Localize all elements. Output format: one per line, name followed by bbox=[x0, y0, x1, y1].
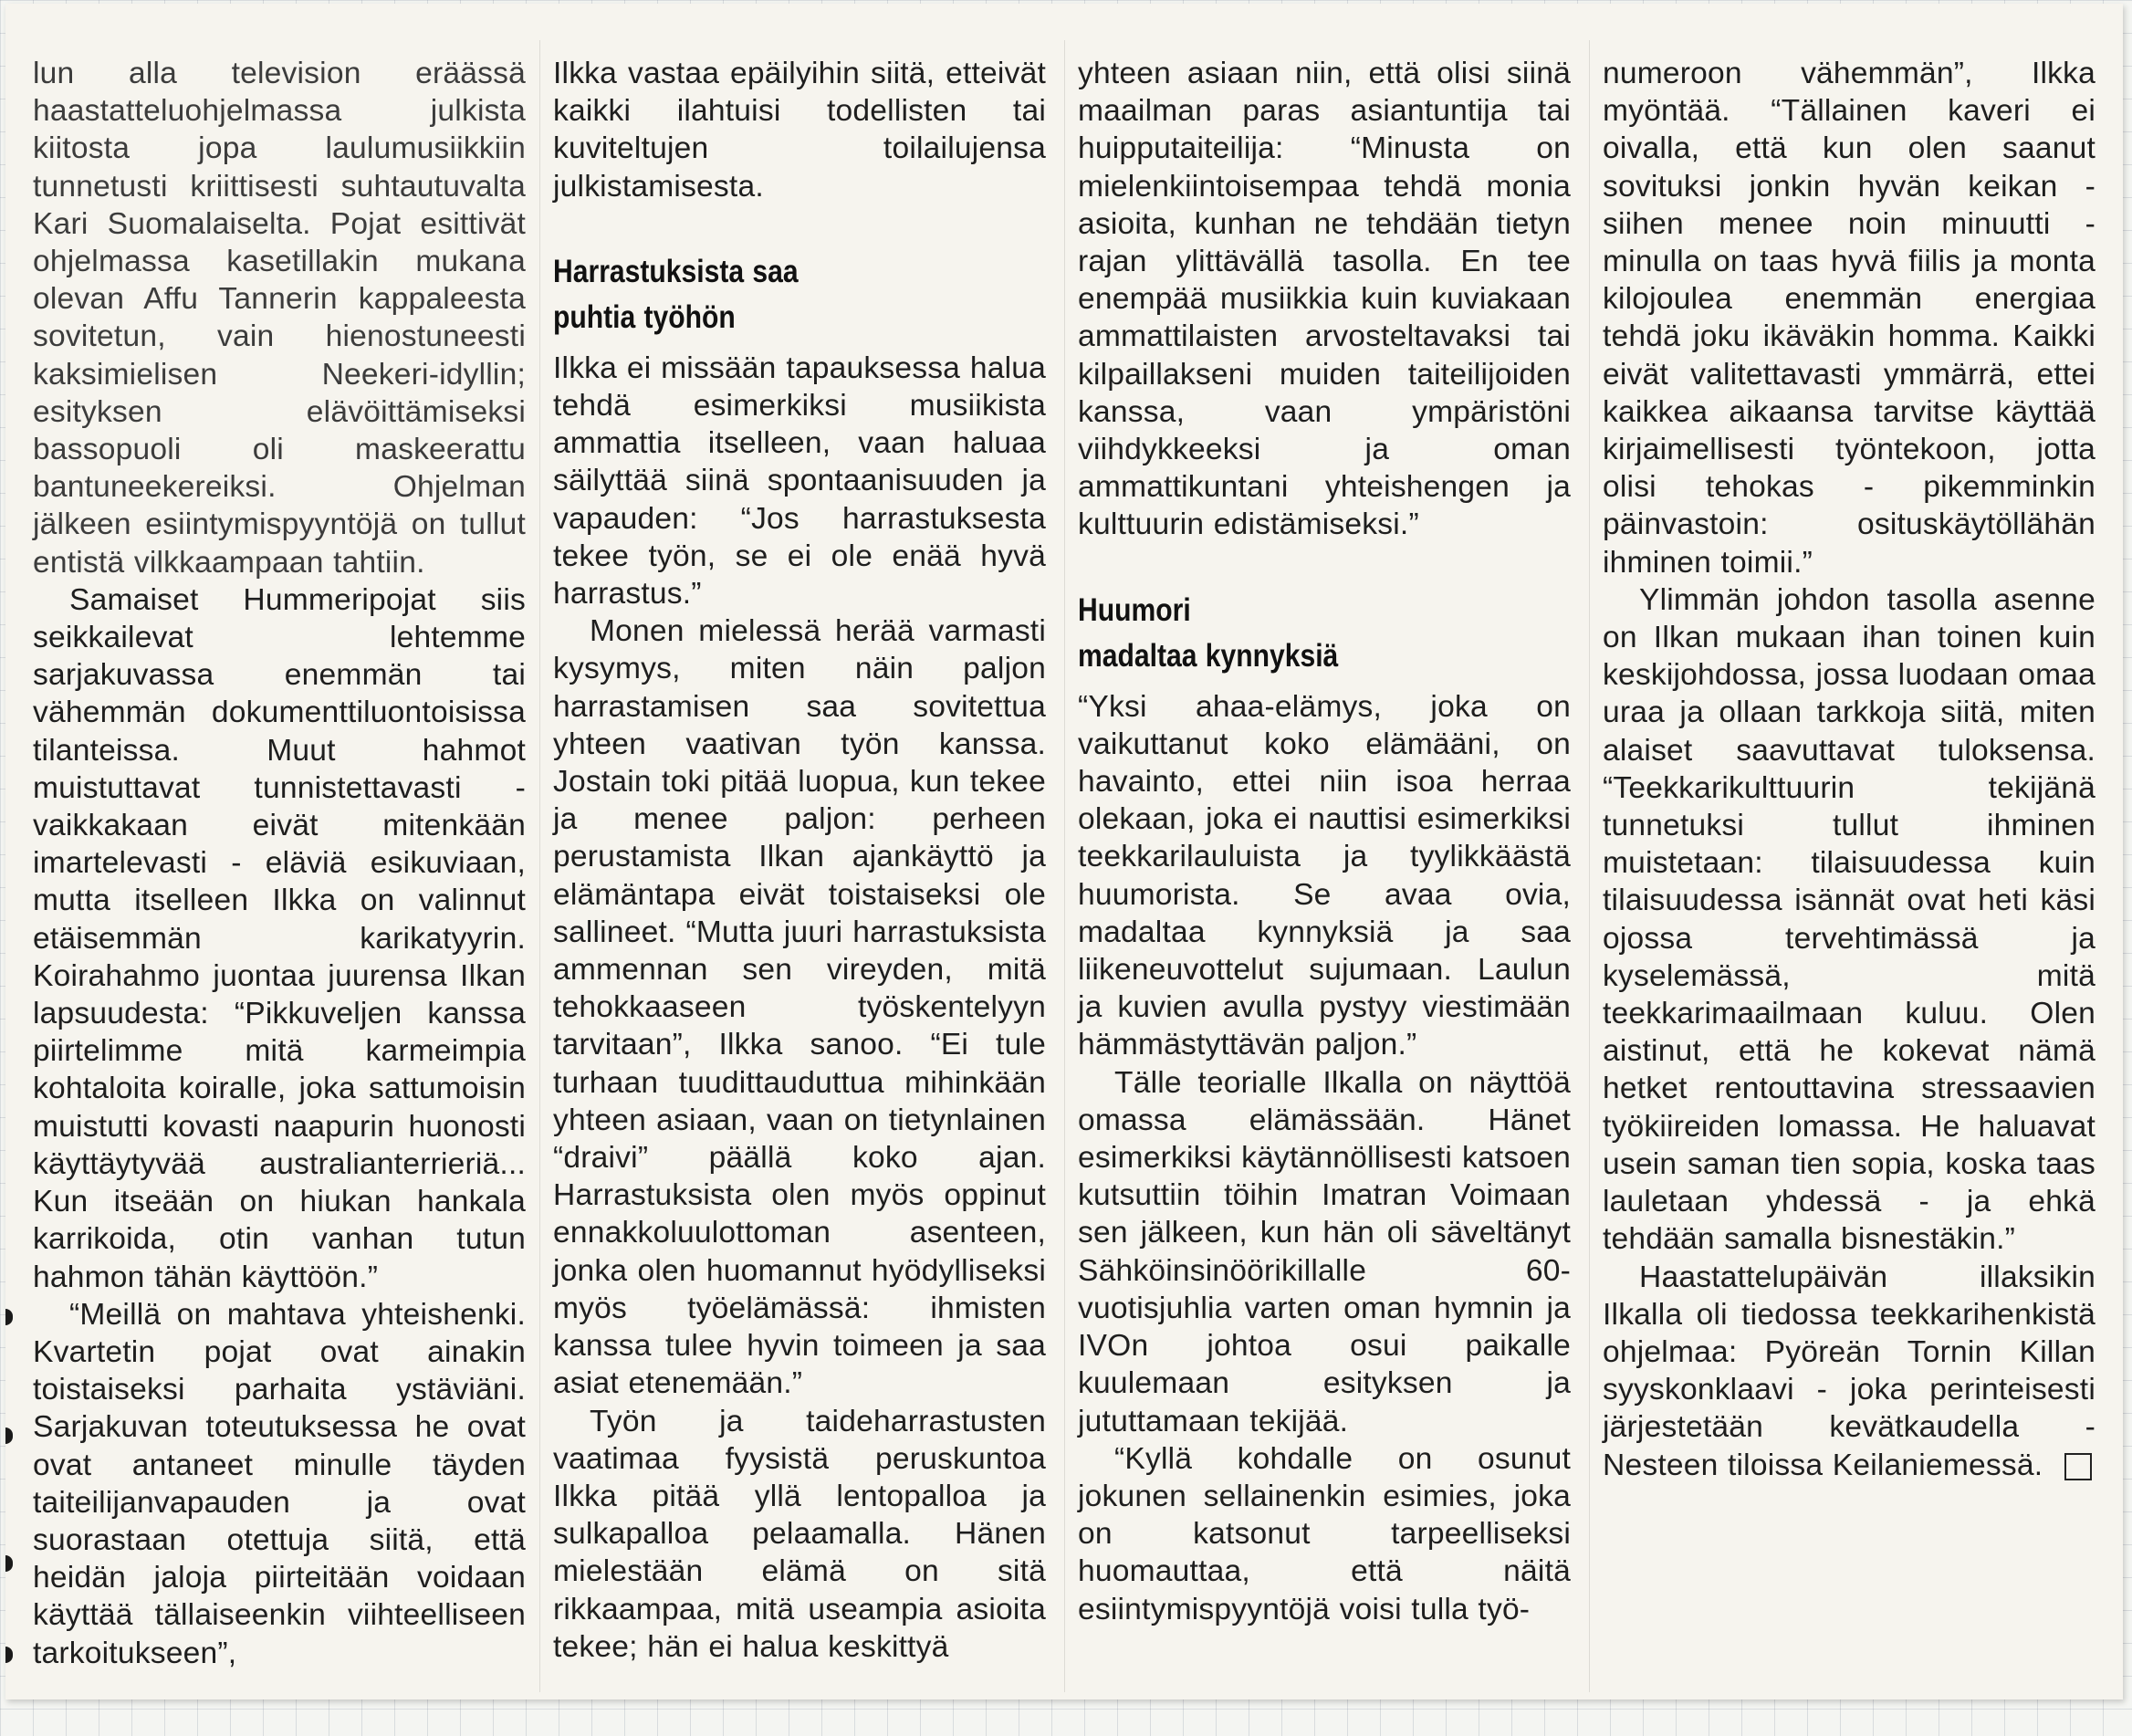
paragraph-text: “Kyllä kohdalle on osunut jokunen sellainenkin esimies, joka on katsonut tarpeelliseksi huomauttaa, että näitä esiintymispyyntöjä voisi tulla työ- bbox=[1078, 1441, 1571, 1626]
paragraph-text: Ilkka vastaa epäilyihin siitä, etteivät kaikki ilahtuisi todellisten tai kuviteltujen toilailujensa julkistamisesta. bbox=[553, 57, 1046, 204]
binder-holes bbox=[5, 4, 13, 1699]
section-heading-line: madaltaa kynnyksiä bbox=[1078, 637, 1339, 674]
article-paragraph bbox=[33, 1296, 526, 1672]
binder-hole bbox=[5, 1427, 13, 1444]
section-heading bbox=[1078, 588, 1501, 679]
paragraph-text: Monen mielessä herää varmasti kysymys, miten näin paljon harrastamisen saa sovitettua yhteen vaativan työn kanssa. Jostain toki pitää luopua, kun tekee ja menee paljon: perheen perustamista Ilkan ajankäyttö ja elämäntapa eivät toistaiseksi ole sallineet. “Mutta juuri harrastuksista ammennan sen vireyden, mitä tehokkaaseen työskentelyyn tarvitaan”, Ilkka sanoo. “Ei tule turhaan tuudittauduttua mihinkään yhteen asiaan, vaan on tietynlainen “draivi” päällä koko ajan. Harrastuksista olen myös oppinut ennakkoluulottoman asenteen, jonka olen huomannut hyödylliseksi myös työelämässä: ihmisten kanssa tulee hyvin toimeen ja saa asiat etenemään.” bbox=[553, 614, 1046, 1401]
article-column-3 bbox=[1078, 55, 1571, 1628]
paragraph-text: Samaiset Hummeripojat siis seikkailevat lehtemme sarjakuvassa enemmän tai vähemmän dokumenttiluontoisissa tilanteissa. Muut hahmot muistuttavat tunnistettavasti - vaikkakaan eivät mitenkään imartelevasti - eläviä esikuviaan, mutta itselleen Ilkka on valinnut etäisemmän karikatyyrin. Koirahahmo juontaa juurensa Ilkan lapsuudesta: “Pikkuveljen kanssa piirtelimme mitä karmeimpia kohtaloita koiralle, joka sattumoisin muistutti kovasti naapurin huonosti käyttäytyvää australianterrieriä... Kun itseään on hiukan hankala karrikoida, otin vanhan tutun hahmon tähän käyttöön.” bbox=[33, 582, 526, 1294]
article-column-4 bbox=[1603, 55, 2095, 1484]
paragraph-text: Ilkka ei missään tapauksessa halua tehdä esimerkiksi musiikista ammattia itselleen, vaan haluaa säilyttää siinä spontaanisuuden ja vapauden: “Jos harrastuksesta tekee työn, se ei ole enää hyvä harrastus.” bbox=[553, 350, 1046, 612]
article-column-2 bbox=[553, 55, 1046, 1666]
article-column-1 bbox=[33, 55, 526, 1672]
paragraph-text: numeroon vähemmän”, Ilkka myöntää. “Tällainen kaveri ei oivalla, että kun olen saanut sovituksi jonkin hyvän keikan - siihen menee noin minuutti - minulla on taas hyvä fiilis ja monta kilojoulea enemmän energiaa tehdä joku ikäväkin homma. Kaikki eivät valitettavasti ymmärrä, ettei kaikkea aikaansa tarvitse käyttää kirjaimellisesti työntekoon, jotta olisi tehokas - pikemminkin päinvastoin: osituskäytöllähän ihminen toimii.” bbox=[1603, 57, 2095, 580]
binder-hole bbox=[5, 1309, 13, 1325]
end-of-article-box-icon bbox=[2064, 1453, 2092, 1480]
article-paragraph bbox=[33, 581, 526, 1296]
section-heading-line: Harrastuksista saa bbox=[553, 253, 799, 289]
article-paragraph bbox=[1603, 55, 2095, 581]
section-heading-line: Huumori bbox=[1078, 591, 1191, 628]
article-paragraph bbox=[33, 55, 526, 581]
article-paragraph bbox=[1078, 688, 1571, 1064]
article-paragraph bbox=[553, 350, 1046, 612]
paragraph-text: Ylimmän johdon tasolla asenne on Ilkan mukaan ihan toinen kuin keskijohdossa, jossa luodaan omaa uraa ja ollaan tarkkoja siitä, miten alaiset saavuttavat tuloksensa. “Teekkarikulttuurin tekijänä tunnetuksi tullut ihminen muistetaan: tilaisuudessa kuin tilaisuudessa isännät ovat heti käsi ojossa tervehtimässä ja kyselemässä, mitä teekkarimaailmaan kuluu. Olen aistinut, että he kokevat nämä hetket rentouttavina stressaavien työkiireiden lomassa. He haluavat usein saman tien sopia, koska taas lauletaan yhdessä - ja ehkä tehdään samalla bisnestäkin.” bbox=[1603, 582, 2095, 1257]
section-heading-line: puhtia työhön bbox=[553, 298, 736, 335]
paragraph-text: “Meillä on mahtava yhteishenki. Kvartetin pojat ovat ainakin toistaiseksi parhaita ystäviäni. Sarjakuvan toteutuksessa he ovat ovat antaneet minulle täyden taiteilijanvapauden ja ovat suorastaan otettuja siitä, että heidän jaloja piirteitään voidaan käyttää tällaiseenkin viihteelliseen tarkoitukseen”, bbox=[33, 1297, 526, 1670]
paragraph-text: yhteen asiaan niin, että olisi siinä maailman paras asiantuntija tai huipputaiteilija: “Minusta on mielenkiintoisempaa tehdä monia asioita, kunhan ne tehdään tietyn rajan ylittävällä tasolla. En tee enempää musiikkia kuin kuviakaan ammattilaisten arvosteltavaksi tai kilpaillakseni muiden taiteilijoiden kanssa, vaan ympäristöni viihdykkeeksi ja oman ammattikuntani yhteishengen ja kulttuurin edistämiseksi.” bbox=[1078, 57, 1571, 542]
column-rule bbox=[539, 40, 540, 1692]
article-paragraph bbox=[1603, 581, 2095, 1259]
article-paragraph bbox=[1603, 1259, 2095, 1484]
article-paragraph bbox=[553, 55, 1046, 205]
paragraph-text: Tälle teorialle Ilkalla on näyttöä omassa elämässään. Hänet esimerkiksi käytännöllisesti katsoen kutsuttiin töihin Imatran Voimaan sen jälkeen, kun hän oli säveltänyt Sähköinsinöörikillalle 60-vuotisjuhlia varten oman hymnin ja IVOn johtoa osui paikalle kuulemaan esityksen ja jututtamaan tekijää. bbox=[1078, 1065, 1571, 1438]
newspaper-clipping bbox=[5, 4, 2123, 1699]
article-paragraph bbox=[553, 1403, 1046, 1666]
paragraph-text: lun alla television eräässä haastatteluohjelmassa julkista kiitosta jopa laulumusiikkiin tunnetusti kriittisesti suhtautuvalta Kari Suomalaiselta. Pojat esittivät ohjelmassa kasetillakin mukana olevan Affu Tannerin kappaleesta sovitetun, vain hienostuneesti kaksimielisen Neekeri-idyllin; esityksen elävöittämiseksi bassopuoli oli maskeerattu bantuneekereiksi. Ohjelman jälkeen esiintymispyyntöjä on tullut entistä vilkkaampaan tahtiin. bbox=[33, 57, 526, 580]
paragraph-text: Haastattelupäivän illaksikin Ilkalla oli tiedossa teekkarihenkistä ohjelmaa: Pyöreän Tornin Killan syyskonklaavi - joka perinteisesti järjestetään kevätkaudella - Nesteen tiloissa Keilaniemessä. bbox=[1603, 1260, 2095, 1482]
binder-hole bbox=[5, 1555, 13, 1572]
binder-hole bbox=[5, 1647, 13, 1663]
article-paragraph bbox=[1078, 1064, 1571, 1440]
article-paragraph bbox=[1078, 55, 1571, 544]
column-rule bbox=[1064, 40, 1065, 1692]
article-paragraph bbox=[553, 612, 1046, 1402]
paragraph-text: “Yksi ahaa-elämys, joka on vaikuttanut koko elämääni, on havainto, ettei niin isoa herraa olekaan, joka ei nauttisi esimerkiksi teekkarilauluista ja tyylikkäästä huumorista. Se avaa ovia, madaltaa kynnyksiä ja saa liikeneuvottelut sujumaan. Laulun ja kuvien avulla pystyy viestimään hämmästyttävän paljon.” bbox=[1078, 689, 1571, 1062]
article-paragraph bbox=[1078, 1440, 1571, 1628]
section-heading bbox=[553, 249, 977, 340]
paragraph-text: Työn ja taideharrastusten vaatimaa fyysistä peruskuntoa Ilkka pitää yllä lentopalloa ja sulkapalloa pelaamalla. Hänen mielestään elämä on sitä rikkaampaa, mitä useampia asioita tekee; hän ei halua keskittyä bbox=[553, 1404, 1046, 1664]
column-rule bbox=[1589, 40, 1590, 1692]
